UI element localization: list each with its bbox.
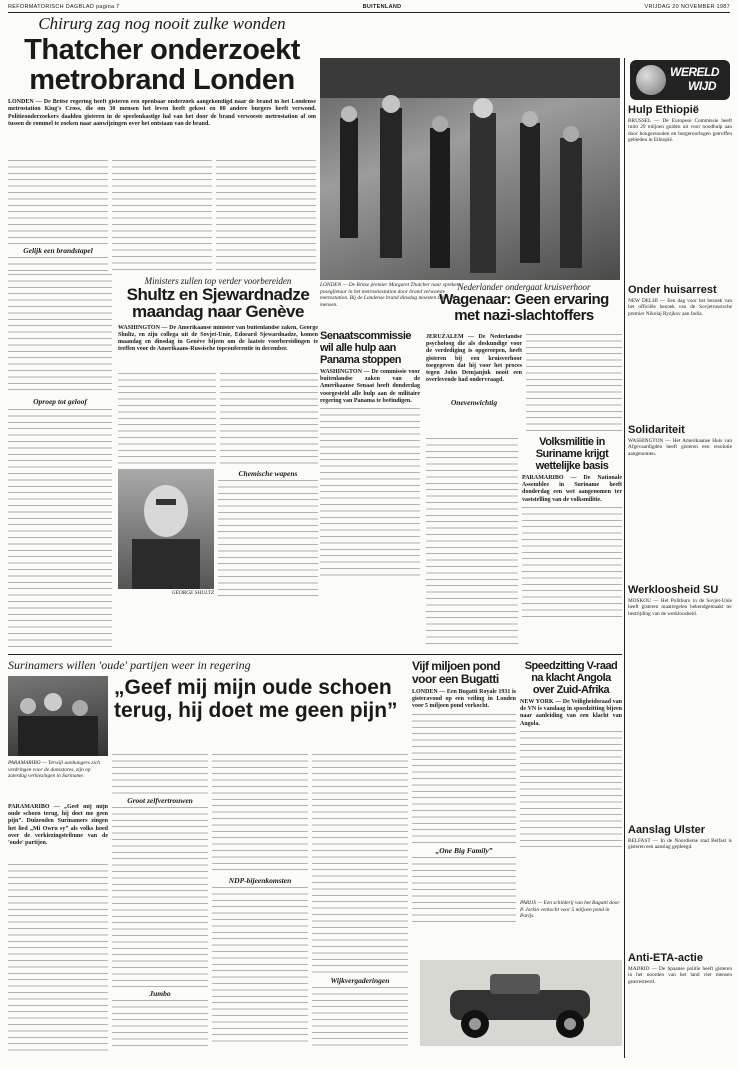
main-headline-2: metrobrand Londen <box>29 63 295 96</box>
wereld-item-text: MOSKOU — Het Politburo in de Sovjet-Unie heeft gisteren maatregelen bekendgemaakt ter bestrijding van de werkloosheid. <box>628 598 732 617</box>
speedzitting-lead: NEW YORK — De Veiligheidsraad van de VN is vandaag in spoedzitting bijeen naar aanleiding van een klacht van Angola. <box>520 699 622 727</box>
surinamers-lead: PARAMARIBO — „Geef mij mijn oude schoen terug, hij doet me geen pijn”. Duizenden Surinamers zingen het lied „Mi Owru sy” als volks hoed over de verkiezingstribune van de 'oude' partijen. <box>8 804 108 847</box>
photo-bugatti-image <box>420 960 622 1046</box>
wereld-logo-line1: WERELD <box>670 65 719 79</box>
photo-thatcher-caption: LONDEN — De Britse premier Margaret Thatcher naar spreken poseglietaar in het metrostiestation door brand verwoeste metrostation. Bij de Londense brand dinsdag moesten zeker 30 mensen. <box>320 282 460 308</box>
wereld-item <box>628 584 732 824</box>
photo-thatcher-image <box>320 58 620 280</box>
photo-shultz-image <box>118 469 214 589</box>
main-headline-1: Thatcher onderzoekt <box>24 34 300 66</box>
wagenaar-continuation <box>426 438 518 648</box>
wagenaar-subhead: Onevenwichtig <box>450 398 498 407</box>
shultz-lead: WASHINGTON — De Amerikaanse minister van buitenlandse zaken, George Shultz, en zijn collega uit de Sovjet-Unie, Edoeard Sjewardnadze, komen maandag en dinsdag in Genève bijeen om de laatste voorbereidingen te treffen voor de Amerikaans-Russische topconferentie in december. <box>118 324 318 353</box>
photo-surinamers-image <box>8 676 108 756</box>
shultz-kicker: Ministers zullen top verder voorbereiden <box>144 276 292 286</box>
main-subhead-2: Oproep tot geloof <box>33 397 87 406</box>
main-column-2 <box>112 160 212 272</box>
main-continuation-text <box>8 274 112 394</box>
main-column-1 <box>8 160 108 244</box>
shultz-headline-2: maandag naar Genève <box>132 302 304 322</box>
surinamers-subhead-2: Jumbo <box>149 989 171 998</box>
surinamers-column-4 <box>312 754 408 1054</box>
wereld-item <box>628 284 732 424</box>
shultz-subhead: Chemische wapens <box>238 468 298 478</box>
photo-bugatti-caption: PARIJS — Een schilderij van het Bugatti door P. Jorkin verkocht voor 5 miljoen pond in Parijs. <box>520 900 620 920</box>
wereld-item-title: Onder huisarrest <box>628 284 717 296</box>
surinamers-column-2-top <box>112 754 208 794</box>
surinamers-column-4-bottom <box>312 987 408 1047</box>
main-lead: LONDEN — De Britse regering heeft gisteren een openbaar onderzoek aangekondigd naar de brand in het Londense metrostation King's Cross, die om 30 mensen het leven heeft gekost en 80 andere burgers heeft verwond. Politieonderzoekers daalden gisteren in de speelonkastige hal van het door de brand verwoeste metrostation af om tussen de rommel te zoeken naar aanwijzingen over het ontstaan van de brand. <box>8 99 316 127</box>
wereld-item-text: WASHINGTON — Het Amerikaanse Huis van Afgevaardigden heeft gisteren een resolutie aangenomen. <box>628 438 732 457</box>
surinamers-column-1 <box>8 864 108 1054</box>
wereld-item-text: NEW DELHI — Een dag voor het bezoek van het officiële bezoek van de Sovjetrussische premier Nikolaj Ryzjkov aan India. <box>628 298 732 317</box>
photo-thatcher-station <box>320 58 620 280</box>
surinamers-column-2-mid <box>112 807 208 987</box>
surinamers-subhead-1: Groot zelfvertrouwen <box>127 796 193 805</box>
senaat-body <box>320 408 420 578</box>
shultz-headline-1: Shultz en Sjewardnadze <box>126 285 310 304</box>
main-column-1b <box>8 257 108 272</box>
wereld-item-title: Aanslag Ulster <box>628 824 706 836</box>
surinamers-column-3-top <box>212 754 308 874</box>
main-column-3 <box>216 160 316 272</box>
suriname-story <box>522 436 622 650</box>
page-header <box>8 2 730 13</box>
wereld-item <box>628 104 732 284</box>
bugatti-subhead: „One Big Family” <box>435 845 493 855</box>
wagenaar-body <box>426 334 622 434</box>
header-left: REFORMATORISCH DAGBLAD pagina 7 <box>8 4 120 10</box>
shultz-column-3 <box>218 480 318 600</box>
suriname-lead: PARAMARIBO — De Nationale Assemblee in Suriname heeft donderdag een wet aangenomen ter vaststelling van de volksmilitie. <box>522 475 622 503</box>
bugatti-headline: Vijf miljoen pond voor een Bugatti <box>412 660 500 686</box>
wagenaar-column-2 <box>526 334 622 434</box>
surinamers-column-3 <box>212 754 308 1054</box>
surinamers-subhead-4: Wijkvergaderingen <box>330 976 390 985</box>
main-continuation-text-2 <box>8 409 112 649</box>
speedzitting-body <box>520 731 622 851</box>
suriname-headline: Volksmilitie in Suriname krijgt wettelijke basis <box>535 436 609 472</box>
wereld-wijd-logo <box>630 60 730 100</box>
photo-bugatti <box>420 960 622 1046</box>
surinamers-kicker: Surinamers willen 'oude' partijen weer in regering <box>8 658 251 672</box>
sidebar-rule <box>624 58 625 1058</box>
wagenaar-story <box>426 282 622 330</box>
globe-icon <box>636 65 666 95</box>
wereld-item-text: BRUSSEL — De Europese Commissie heeft ruim 29 miljoen gulden uit voor noodhulp aan door hongersnoden en burgeroorlogen getroffen gebieden in Ethiopië. <box>628 118 732 144</box>
senaat-lead: WASHINGTON — De commissie voor buitenlandse zaken van de Amerikaanse Senaat heeft donderdag voorgesteld alle hulp aan de militaire regering van Panama te beëindigen. <box>320 369 420 404</box>
surinamers-headline: „Geef mij mijn oude schoen terug, hij doet me geen pijn” <box>114 676 398 722</box>
wagenaar-kicker: Nederlander ondergaat kruisverhoor <box>457 282 591 292</box>
suriname-body <box>522 507 622 617</box>
surinamers-column-3-bottom <box>212 887 308 1047</box>
bugatti-lead: LONDEN — Een Bugatti Royale 1931 is gisteravond op een veiling in Londen voor 5 miljoen pond verkocht. <box>412 689 516 710</box>
wereld-item-title: Solidariteit <box>628 424 685 436</box>
shultz-story <box>118 276 318 650</box>
main-continuation <box>8 274 112 650</box>
wereld-item-title: Werkloosheid SU <box>628 584 719 596</box>
surinamers-column-4-top <box>312 754 408 974</box>
senaat-story <box>320 330 420 650</box>
bugatti-body-2 <box>412 857 516 927</box>
main-story <box>8 14 316 272</box>
surinamers-column-2 <box>112 754 208 1054</box>
photo-shultz-label: GEORGE SHULTZ <box>171 589 214 596</box>
wereld-item-title: Anti-ETA-actie <box>628 952 703 964</box>
photo-shultz <box>118 469 214 589</box>
wereld-logo-line2: WIJD <box>688 79 716 93</box>
main-kicker: Chirurg zag nog nooit zulke wonden <box>38 14 286 33</box>
header-section: BUITENLAND <box>362 4 402 10</box>
wagenaar-headline: Wagenaar: Geen ervaring met nazi-slachtoffers <box>439 291 609 324</box>
speedzitting-headline: Speedzitting V-raad na klacht Angola over Zuid-Afrika <box>524 660 618 696</box>
surinamers-column-2-bottom <box>112 1000 208 1050</box>
wereld-item-text: BELFAST — In de Noordierse stad Belfast is gisteren een aanslag gepleegd. <box>628 838 732 851</box>
wereld-item <box>628 952 732 1052</box>
photo-surinamers <box>8 676 108 756</box>
wereld-item <box>628 824 732 952</box>
wereld-item <box>628 424 732 584</box>
photo-surinamers-caption: PARAMARIBO — Terwijl aanhangers zich verdringen voor de dansstores, zijn op zaterdag verkiezingen in Suriname. <box>8 760 100 780</box>
shultz-column-2 <box>220 373 318 465</box>
bugatti-body <box>412 714 516 844</box>
wagenaar-lead: JERUZALEM — De Nederlandse psycholoog die als deskundige voor de verdediging is opgeroepen, heeft gisteren bij een kruisverhoor toegegeven dat hij voor het proces tegen John Demjanjuk nooit een overlevende had ondervraagd. <box>426 334 522 384</box>
main-subhead-1: Gelijk een brandstapel <box>23 246 93 256</box>
surinamers-subhead-3: NDP-bijeenkomsten <box>228 876 292 885</box>
speedzitting-story <box>520 660 622 892</box>
horizontal-rule <box>8 654 622 655</box>
wereld-wijd-list <box>628 104 732 1060</box>
wereld-item-text: MADRID — De Spaanse politie heeft gisteren in het noorden van het land vier mensen gearresteerd. <box>628 966 732 985</box>
senaat-headline: Senaatscommissie wil alle hulp aan Panama stoppen <box>320 330 412 366</box>
header-date: VRIJDAG 20 NOVEMBER 1987 <box>644 4 730 10</box>
wereld-item-title: Hulp Ethiopië <box>628 104 699 116</box>
shultz-column-1 <box>118 373 216 465</box>
